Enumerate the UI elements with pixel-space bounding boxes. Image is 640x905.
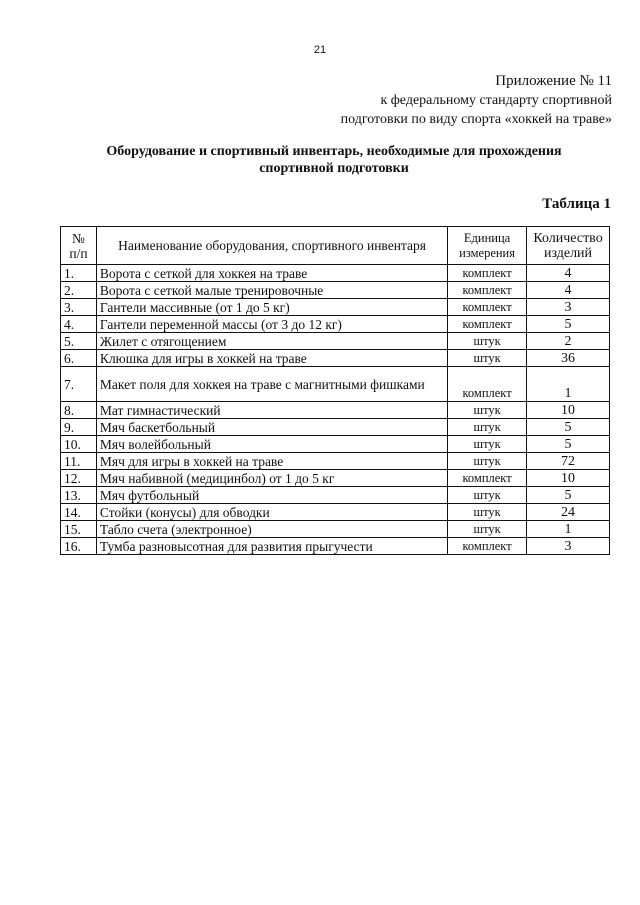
row-unit: комплект [448,299,527,316]
appendix-title: Приложение № 11 [495,73,612,89]
row-number: 7. [61,367,97,402]
table-row [61,419,610,436]
row-name: Гантели массивные (от 1 до 5 кг) [96,299,447,316]
row-name: Гантели переменной массы (от 3 до 12 кг) [96,316,447,333]
row-quantity: 3 [527,538,610,555]
row-number: 2. [61,282,97,299]
table-row [61,436,610,453]
row-number: 3. [61,299,97,316]
row-number: 13. [61,487,97,504]
table-row [61,402,610,419]
header-name: Наименование оборудования, спортивного инвентаря [96,227,447,265]
row-name: Мяч волейбольный [96,436,447,453]
row-number: 10. [61,436,97,453]
row-unit: комплект [448,470,527,487]
row-quantity: 24 [527,504,610,521]
row-quantity: 1 [527,521,610,538]
row-number: 4. [61,316,97,333]
row-quantity: 3 [527,299,610,316]
row-name: Табло счета (электронное) [96,521,447,538]
row-unit: комплект [448,538,527,555]
row-number: 8. [61,402,97,419]
header-number-line-2: п/п [69,245,88,261]
table-row [61,487,610,504]
row-quantity: 10 [527,402,610,419]
row-unit: штук [448,504,527,521]
header-number [61,227,97,265]
row-number: 1. [61,265,97,282]
row-unit: штук [448,436,527,453]
row-unit: штук [448,419,527,436]
row-quantity: 2 [527,333,610,350]
row-name: Жилет с отягощением [96,333,447,350]
row-unit: штук [448,453,527,470]
equipment-table [60,226,610,555]
row-unit: штук [448,487,527,504]
row-name: Тумба разновысотная для развития прыгучести [96,538,447,555]
row-unit: комплект [448,265,527,282]
row-number: 15. [61,521,97,538]
row-name: Стойки (конусы) для обводки [96,504,447,521]
header-unit-line-1: Единица [463,230,511,245]
row-quantity: 4 [527,282,610,299]
table-row [61,265,610,282]
table-row [61,299,610,316]
appendix-line-2: подготовки по виду спорта «хоккей на траве» [340,112,612,127]
table-row [61,504,610,521]
header-quantity-line-2: изделий [543,245,593,261]
row-quantity: 5 [527,487,610,504]
appendix-line-1: к федеральному стандарту спортивной [380,93,612,108]
table-caption: Таблица 1 [542,196,611,212]
header-quantity-line-1: Количество [533,230,603,246]
table-row [61,282,610,299]
table-row [61,470,610,487]
table-row [61,521,610,538]
row-unit: штук [448,333,527,350]
row-unit: штук [448,521,527,538]
row-quantity: 36 [527,350,610,367]
table-row [61,538,610,555]
document-title-line-1: Оборудование и спортивный инвентарь, необходимые для прохождения [106,144,562,159]
row-name: Ворота с сеткой малые тренировочные [96,282,447,299]
row-name: Мат гимнастический [96,402,447,419]
header-number-line-1: № [72,230,85,246]
header-quantity [527,227,610,265]
row-quantity: 72 [527,453,610,470]
row-name: Макет поля для хоккея на траве с магнитными фишками [96,367,447,402]
appendix-header [341,72,612,129]
header-unit [448,227,527,265]
table-row [61,367,610,402]
page-number: 21 [313,44,327,56]
row-quantity: 4 [527,265,610,282]
table-row [61,316,610,333]
row-name: Ворота с сеткой для хоккея на траве [96,265,447,282]
row-unit: комплект [448,282,527,299]
table-row [61,333,610,350]
row-number: 6. [61,350,97,367]
row-number: 12. [61,470,97,487]
row-name: Мяч набивной (медицинбол) от 1 до 5 кг [96,470,447,487]
row-name: Клюшка для игры в хоккей на траве [96,350,447,367]
row-number: 9. [61,419,97,436]
row-number: 11. [61,453,97,470]
row-unit: комплект [448,316,527,333]
header-unit-line-2: измерения [459,245,515,260]
row-number: 16. [61,538,97,555]
row-quantity: 5 [527,419,610,436]
row-unit: комплект [448,367,527,402]
row-number: 14. [61,504,97,521]
row-quantity: 10 [527,470,610,487]
table-header-row [61,227,610,265]
table-row [61,350,610,367]
document-title-line-2: спортивной подготовки [259,161,409,176]
row-unit: штук [448,350,527,367]
row-quantity: 1 [527,367,610,402]
document-title [60,143,608,177]
row-name: Мяч баскетбольный [96,419,447,436]
table-row [61,453,610,470]
row-quantity: 5 [527,316,610,333]
row-name: Мяч для игры в хоккей на траве [96,453,447,470]
row-quantity: 5 [527,436,610,453]
row-number: 5. [61,333,97,350]
row-unit: штук [448,402,527,419]
row-name: Мяч футбольный [96,487,447,504]
